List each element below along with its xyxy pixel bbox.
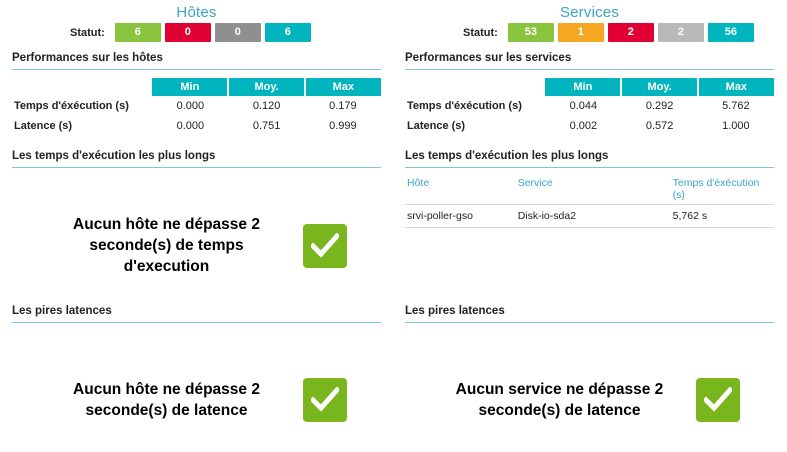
hosts-latency-max: 0.999 (329, 120, 357, 132)
services-exec-max: 5.762 (722, 100, 750, 112)
hosts-status-row (12, 23, 381, 42)
check-icon (696, 378, 740, 422)
hosts-worst-latency-empty (12, 378, 381, 422)
services-worst-latency-empty (405, 378, 774, 422)
services-latency-min: 0.002 (569, 120, 598, 132)
services-longest-row-exec: 5,762 s (671, 205, 774, 228)
hosts-worst-latency-title: Les pires latences (12, 305, 381, 323)
services-status-total[interactable]: 56 (708, 23, 754, 42)
services-latency-label: Latence (s) (407, 120, 466, 132)
services-longest-exec-title: Les temps d'exécution les plus longs (405, 150, 774, 168)
services-longest-exec-table (405, 175, 774, 228)
table-row (405, 96, 774, 116)
services-longest-header-exec: Temps d'éxécution (s) (672, 177, 760, 201)
services-longest-header-host: Hôte (407, 177, 430, 189)
services-longest-row-service[interactable]: Disk-io-sda2 (516, 205, 671, 228)
services-exec-label: Temps d'éxécution (s) (407, 100, 522, 112)
services-status-warning[interactable]: 1 (558, 23, 604, 42)
table-row (12, 116, 381, 136)
services-status-ok[interactable]: 53 (508, 23, 554, 42)
hosts-status-critical[interactable]: 0 (165, 23, 211, 42)
hosts-status-total[interactable]: 6 (265, 23, 311, 42)
hosts-perf-header-avg: Moy. (228, 78, 304, 96)
hosts-longest-exec-title: Les temps d'exécution les plus longs (12, 150, 381, 168)
table-row (12, 96, 381, 116)
hosts-exec-min: 0.000 (176, 100, 205, 112)
hosts-worst-latency-empty-text: Aucun hôte ne dépasse 2 seconde(s) de latence (73, 381, 260, 419)
hosts-status-unknown[interactable]: 0 (215, 23, 261, 42)
check-icon (303, 224, 347, 268)
services-status-pending[interactable]: 2 (658, 23, 704, 42)
table-header-row (405, 78, 774, 96)
services-performance-title: Performances sur les services (405, 52, 774, 70)
table-row (405, 205, 774, 228)
services-perf-header-max: Max (698, 78, 774, 96)
services-status-row (405, 23, 774, 42)
services-worst-latency-title: Les pires latences (405, 305, 774, 323)
hosts-performance-table (12, 78, 381, 136)
check-icon (303, 378, 347, 422)
services-longest-header-service: Service (517, 177, 553, 189)
hosts-status-ok[interactable]: 6 (115, 23, 161, 42)
services-perf-header-min: Min (545, 78, 621, 96)
hosts-status-label: Statut: (70, 26, 105, 39)
hosts-title: Hôtes (176, 4, 217, 21)
hosts-latency-min: 0.000 (176, 120, 205, 132)
services-longest-row-host[interactable]: srvi-poller-gso (405, 205, 516, 228)
services-exec-min: 0.044 (569, 100, 598, 112)
hosts-longest-exec-empty (12, 214, 381, 277)
hosts-exec-label: Temps d'éxécution (s) (14, 100, 129, 112)
services-status-critical[interactable]: 2 (608, 23, 654, 42)
hosts-longest-exec-empty-text: Aucun hôte ne dépasse 2 seconde(s) de temps d'execution (73, 216, 260, 275)
services-performance-table (405, 78, 774, 136)
services-exec-avg: 0.292 (645, 100, 674, 112)
table-header-row (12, 78, 381, 96)
table-header-row (405, 175, 774, 205)
services-latency-max: 1.000 (722, 120, 750, 132)
hosts-latency-avg: 0.751 (252, 120, 281, 132)
hosts-column (0, 0, 393, 452)
services-status-label: Statut: (463, 26, 498, 39)
hosts-exec-max: 0.179 (329, 100, 357, 112)
services-latency-avg: 0.572 (645, 120, 674, 132)
services-perf-header-blank (405, 78, 545, 96)
hosts-perf-header-max: Max (305, 78, 381, 96)
services-worst-latency-empty-text: Aucun service ne dépasse 2 seconde(s) de latence (455, 381, 664, 419)
hosts-perf-header-blank (12, 78, 152, 96)
services-perf-header-avg: Moy. (621, 78, 697, 96)
services-column (393, 0, 786, 452)
table-row (405, 116, 774, 136)
hosts-latency-label: Latence (s) (14, 120, 73, 132)
hosts-performance-title: Performances sur les hôtes (12, 52, 381, 70)
hosts-exec-avg: 0.120 (252, 100, 281, 112)
services-title: Services (559, 4, 620, 21)
hosts-perf-header-min: Min (152, 78, 228, 96)
